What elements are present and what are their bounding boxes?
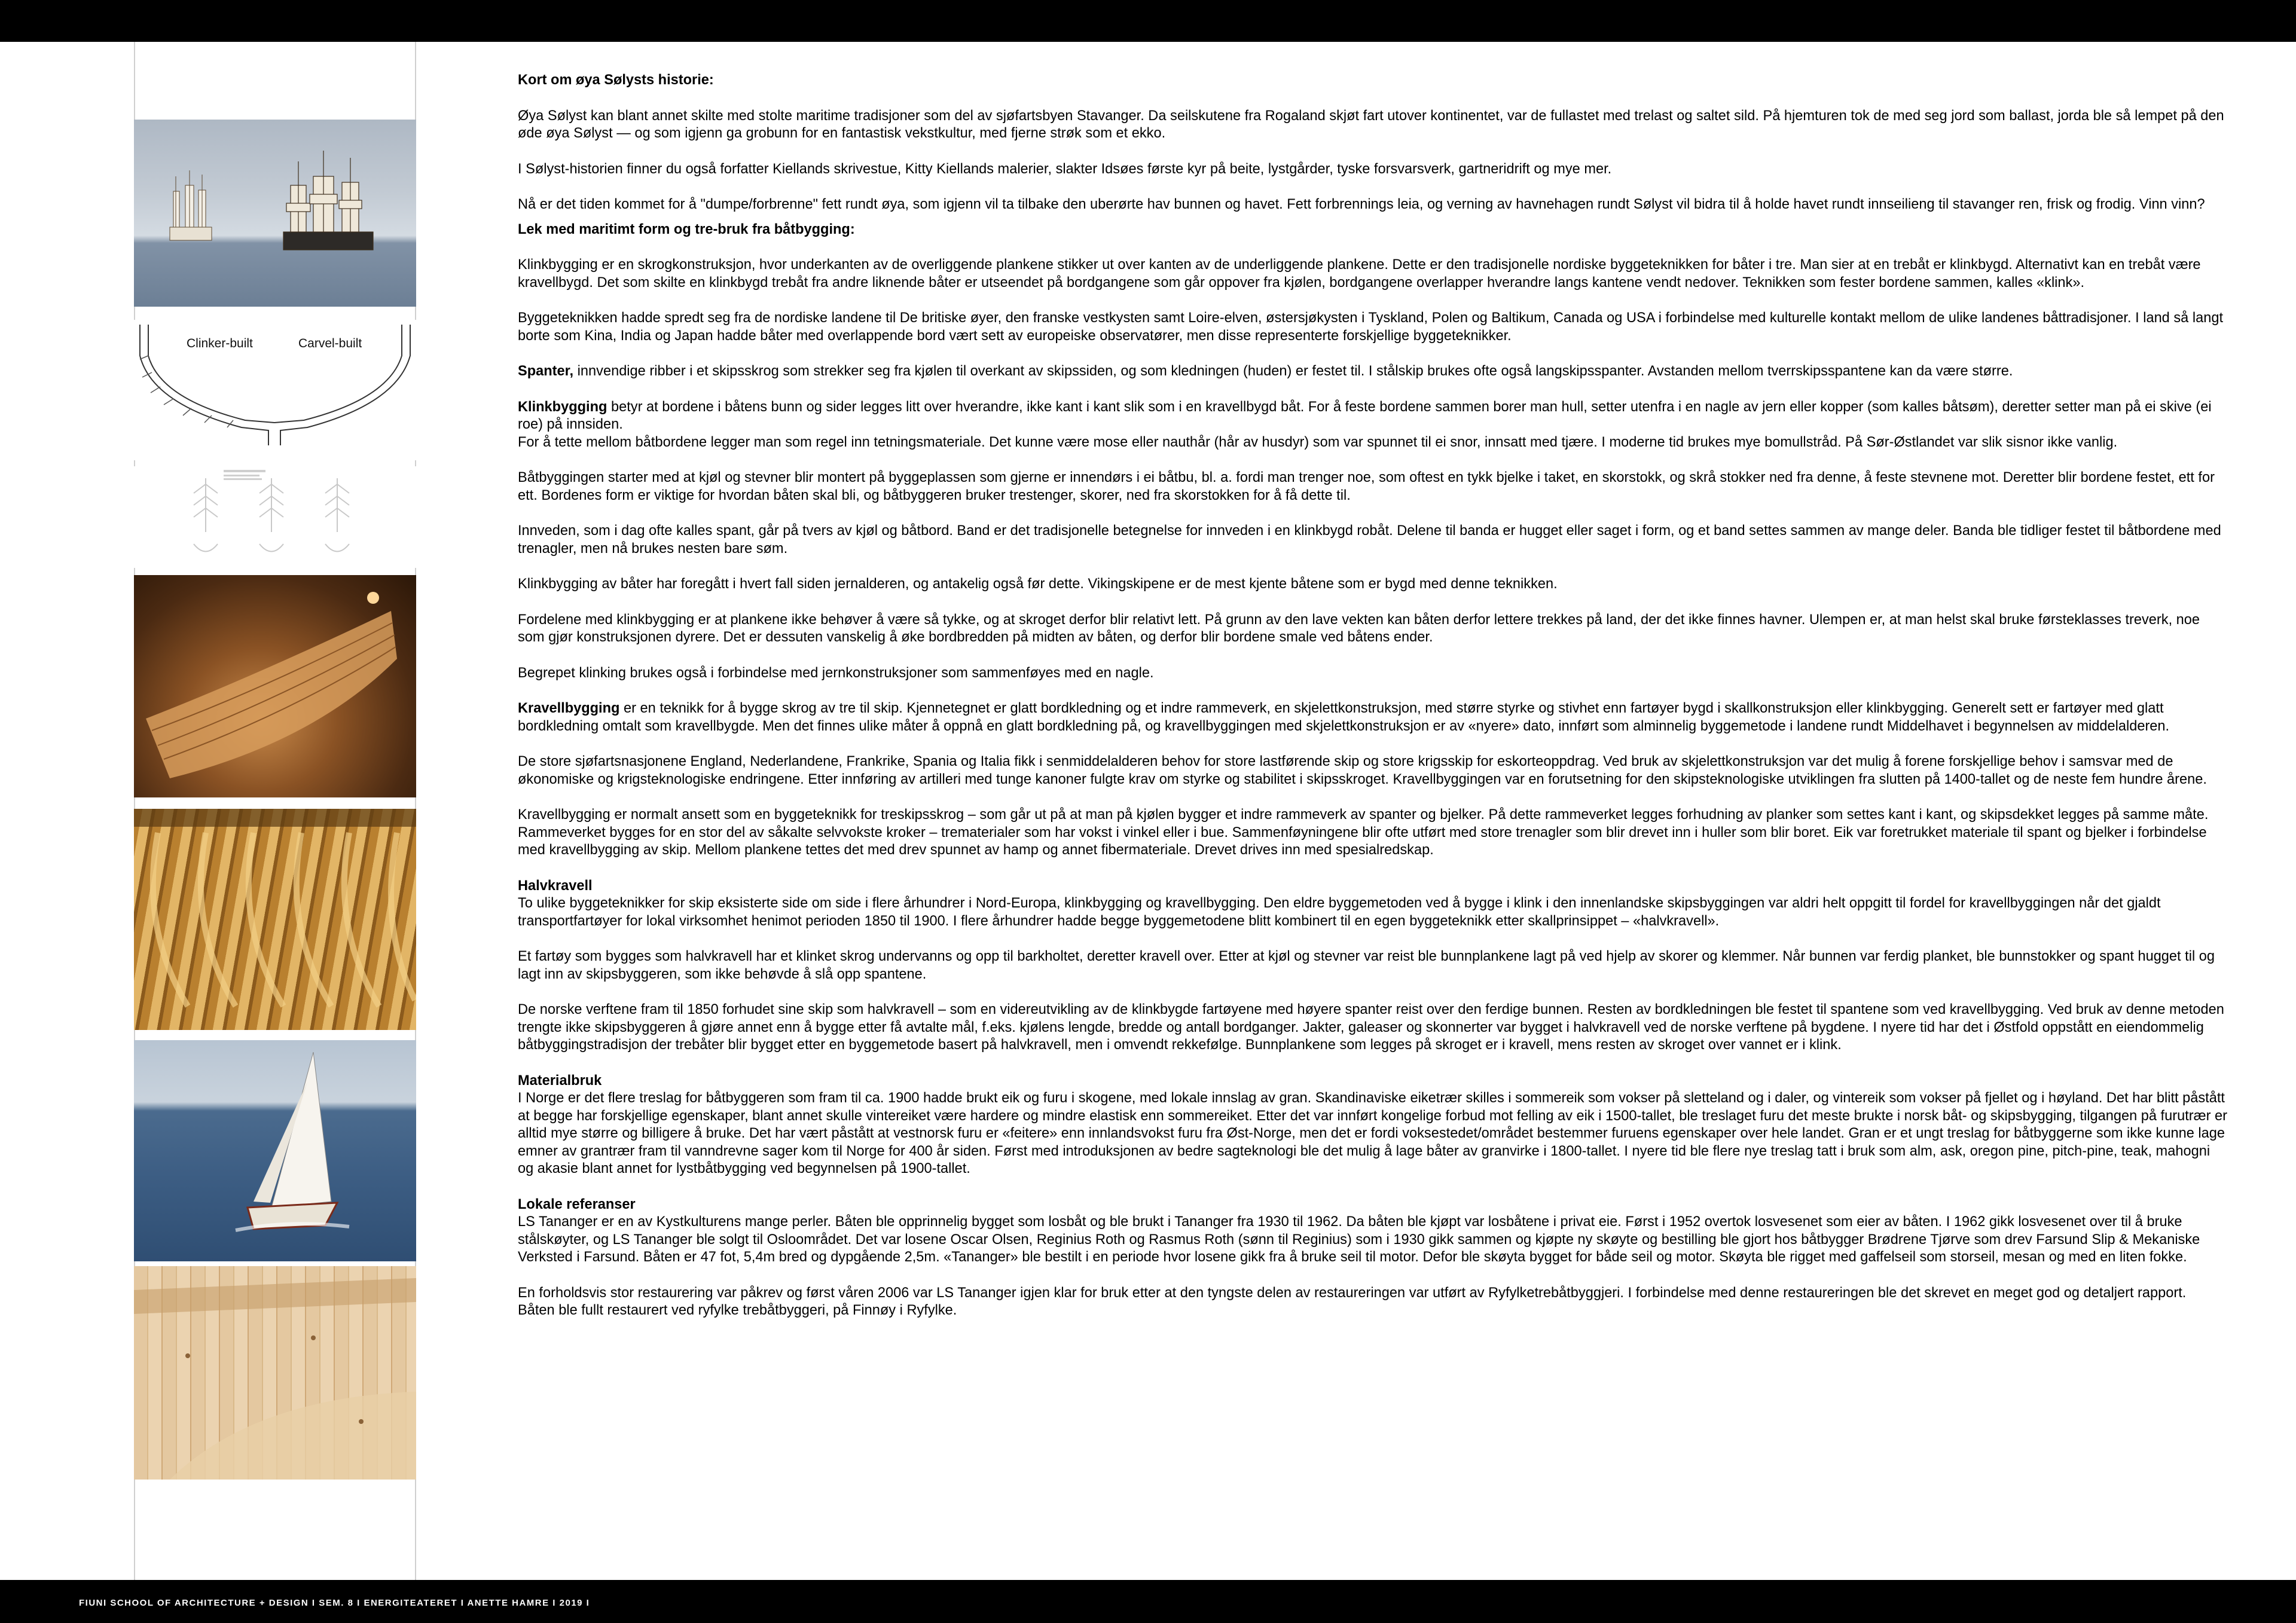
footer-text: FIUNI SCHOOL OF ARCHITECTURE + DESIGN I SEM. 8 I ENERGITEATERET I ANETTE HAMRE I 2019 I	[79, 1598, 590, 1608]
hull-diagram	[134, 320, 416, 460]
term-kravellbygging: Kravellbygging	[518, 701, 620, 716]
paragraph: Klinkbygging av båter har foregått i hvert fall siden jernalderen, og antakelig også før dette. Vikingskipene er de mest kjente båtene som er bygd med denne teknikken.	[518, 576, 1558, 592]
paragraph: Øya Sølyst kan blant annet skilte med stolte maritime tradisjoner som del av sjøfartsbyen Stavanger. Da seilskutene fra Rogaland skjøt fart utover kontinentet, var de fullastet med trelast og saltet sild. På hjemturen tok de med seg jord som ballast, jorda ble så lempet på den øde øya Sølyst — og som igjenn ga grobunn for en fantastisk vekstkultur, med fjerne strøk som et ekko.	[518, 108, 2224, 141]
paragraph: De norske verftene fram til 1850 forhudet sine skip som halvkravell – som en videreutvikling av de klinkbygde fartøyene med høyere spanter reist over den ferdige bunnen. Resten av bordkledningen ble festet til spantene som ved kravellbygging. Ved bruk av denne metoden trengte ikke skipsbyggeren å gjøre annet enn å bygge etter få avtalte mål, f.eks. kjølens lengde, bredde og antall bordganger. Jakter, galeaser og skonnerter var bygget i halvkravell ved de norske verftene på bygdene. I nyere tid har det i Østfold oppstått en eiendommelig båtbyggingstradisjon der trebåter blir bygget etter en byggemetode basert på halvkravell, men i omvendt rekkefølge. Bunnplankene som legges på skroget er i kravell, mens resten av skroget over vannet er i klink.	[518, 1002, 2224, 1053]
boat-interior-photo	[134, 1266, 416, 1480]
top-bar	[0, 0, 2296, 42]
term-klinkbygging: Klinkbygging	[518, 399, 607, 415]
heading-lokale-referanser: Lokale referanser	[518, 1196, 636, 1212]
paragraph: To ulike byggeteknikker for skip eksisterte side om side i flere århundrer i Nord-Europa, klinkbygging og kravellbygging. Den eldre byggemetoden ved å bygge i klink i den innenlandske skipsbyggingen var aldri helt oppgitt til fordel for kravellbyggingen når det gjaldt transportfartøyer for lokal virksomhet henimot perioden 1850 til 1900. I flere århundrer hadde begge byggemetodene blitt kombinert til en egen byggeteknikk etter skallprinsippet – «halvkravell».	[518, 895, 2161, 929]
hull-section-drawing	[134, 320, 416, 460]
paragraph: Båtbyggingen starter med at kjøl og stevner blir montert på byggeplassen som gjerne er innendørs i ei båtbu, bl. a. fordi man trenger noe, som oftest en tykk bjelke i taket, en skorstokk, og skrå stokker ned fra denne, å feste stevnene mot. Deretter blir bordene festet, ett for ett. Bordenes form er viktige for hvordan båten skal bli, og båtbyggeren bruker trestenger, skorer, ned fra skorstokken for å få dette til.	[518, 470, 2215, 503]
paragraph: Byggeteknikken hadde spredt seg fra de nordiske landene til De britiske øyer, den franske vestkysten samt Loire-elven, østersjøkysten i Tyskland, Polen og Baltikum, Canada og USA i forbindelse med kulturelle kontakt mellom de ulike landenes båttradisjoner. I land så langt borte som Kina, India og Japan hadde båter med overlappende bord vært sett av europeiske observatører, men disse representerte forskjellige byggeteknikker.	[518, 310, 2223, 344]
heading-halvkravell: Halvkravell	[518, 878, 593, 894]
paragraph: Kravellbygging er normalt ansett som en byggeteknikk for treskipsskrog – som går ut på at man på kjølen bygger et indre rammeverk av spanter og bjelker. På dette rammeverket legges forhudning av planker som settes kant i kant, og skipsdekket legges på samme måte. Rammeverket bygges for en stor del av såkalte selvvokste kroker – trematerialer som har vokst i vinkel eller i bue. Sammenføyningene blir ofte utført med store trenagler som blir drevet inn i huller som blir boret. Eik var foretrukket materiale til spant og bjelker i forbindelse med kravellbygging av skip. Mellom plankene tettes det med drev spunnet av hamp og annet fibermateriale. Drevet drives inn med spesialredskap.	[518, 807, 2209, 858]
heading-solyst-history: Kort om øya Sølysts historie:	[518, 72, 714, 88]
paragraph-kravellbygging	[518, 700, 2228, 735]
carvel-built-label: Carvel-built	[298, 337, 362, 350]
tall-ships-photo	[134, 120, 416, 307]
paragraph: I Norge er det flere treslag for båtbyggeren som fram til ca. 1900 hadde brukt eik og furu i skogene, med lokale innslag av gran. Skandinaviske eiketrær skilles i sommereik som vokser på sletteland og i daler, og vintereik som vokser på fjellet og i høyland. Det har blitt påstått at begge har forskjellige egenskaper, blant annet skulle vintereiket være hardere og mindre elastisk enn sommereiket. Etter det var innført kongelige forbud mot felling av eik i 1500-tallet, ble treslaget furu det meste brukte i norsk båt- og skipsbygging, tilgangen på furutrær er alltid mye større og billigere å bruke. Det har vært påstått at vestnorsk furu er «feitere» enn innlandsvokst furu fra Øst-Norge, men det er fordi voksestedet/området bestemmer furuens egenskaper over hele landet. Gran er et ungt treslag for båtbyggerne som ikke kunne lage emner av grantrær fram til vanndrevne sager kom til Norge for 400 år siden. Først med introduksjonen av bedre sagteknologi ble det mulig å lage båter av granvirke i 1800-tallet. I nyere tid ble flere nye treslag tatt i bruk som alm, ask, oregon pine, pitch-pine, teak, mahogni og akasie blant annet for lystbåtbygging ved begynnelsen på 1900-tallet.	[518, 1090, 2227, 1176]
paragraph: I Sølyst-historien finner du også forfatter Kiellands skrivestue, Kitty Kiellands malerier, slakter Idsøes første kyr på beite, lystgårder, tyske forsvarsverk, gartneridrift og mye mer.	[518, 161, 1612, 177]
paragraph: Klinkbygging er en skrogkonstruksjon, hvor underkanten av de overliggende plankene stikker ut over kanten av de underliggende plankene. Dette er den tradisjonelle nordiske byggeteknikken for båter i tre. Man sier at en trebåt er klinkbygd. Alternativt kan en trebåt være kravellbygd. Det som skilte en klinkbygd trebåt fra andre liknende båter er utseendet på bordgangene som går oppover fra kjølen, bordgangene overlapper hverandre langs kantene vendt nedover. Teknikken som fester bordene sammen, kalles «klink».	[518, 257, 2201, 291]
term-spanter: Spanter,	[518, 363, 574, 379]
tall-ships-illustration	[134, 120, 416, 307]
clinker-built-label: Clinker-built	[187, 337, 253, 350]
sailboat-illustration	[134, 1040, 416, 1261]
wooden-interior-illustration	[134, 1266, 416, 1480]
paragraph: Innveden, som i dag ofte kalles spant, går på tvers av kjøl og båtbord. Band er det tradisjonelle betegnelse for innveden i en klinkbygd robåt. Delene til banda er hugget eller saget i form, og et band settes sammen av mange deler. Banda ble tidliger festet til båtbordene med trenagler, men nå brukes nesten bare søm.	[518, 523, 2221, 557]
footer-bar	[0, 1580, 2296, 1623]
heading-maritime-form: Lek med maritimt form og tre-bruk fra båtbygging:	[518, 221, 855, 237]
paragraph: Et fartøy som bygges som halvkravell har et klinket skrog undervanns og opp til barkholtet, deretter kravell over. Etter at kjøl og stevner var reist ble bunnplankene lagt på ved hjelp av skorer og klemmer. Når bunnen var ferdig planket, ble bunnstokker og spant hugget til og lagt inn av skipsbyggeren, som ikke behøvde å slå opp spantene.	[518, 949, 2215, 982]
wooden-boat-hull-illustration	[134, 575, 416, 797]
paragraph: Fordelene med klinkbygging er at plankene ikke behøver å være så tykke, og at skroget derfor blir relativt lett. På grunn av den lave vekten kan båten derfor lettere trekkes på land, der det ikke finnes havner. Ulempen er, at man helst skal bruke førsteklasses treverk, noe som gjør konstruksjonen dyrere. Det er dessuten vanskelig å øke bordbredden på midten av båten, og derfor blir bordene smale ved båtens ender.	[518, 612, 2200, 645]
heading-materialbruk: Materialbruk	[518, 1072, 602, 1089]
kravellbygging-text: er en teknikk for å bygge skrog av tre til skip. Kjennetegnet er glatt bordkledning og et indre rammeverk, en skjelettkonstruksjon, med større styrke og stivhet enn fartøyer bygd i skallkonstruksjon eller klinkbygging. Generelt sett er fartøyer med glatt bordkledning omtalt som kravellbygde. Men det finnes ulike måter å oppnå en glatt bordkledning på, og kravellbyggingen med skjelettkonstruksjon er av «nyere» dato, innført som alminnelig byggemetode i landene rundt Middelhavet i begynnelsen av middelalderen.	[518, 701, 2170, 734]
paragraph: De store sjøfartsnasjonene England, Nederlandene, Frankrike, Spania og Italia fikk i senmiddelalderen behov for store lastførende skip og store krigsskip for eskorteoppdrag. Ved bruk av skjelettkonstruksjon var det mulig å forene forskjellige behov i samsvar med de økonomiske og krigsteknologiske endringene. Etter innføring av artilleri med tunge kanoner fulgte krav om styrke og stabilitet i skipsskroget. Kravellbyggingen var en forutsetning for den skipsteknologiske utviklingen fra slutten på 1400-tallet og de neste fem hundre årene.	[518, 754, 2207, 787]
frame-sketch-drawing	[134, 466, 416, 568]
paragraph: En forholdsvis stor restaurering var påkrev og først våren 2006 var LS Tananger igjen klar for bruk etter at den tyngste delen av restaureringen var utført av Ryfylketrebåtbyggjeri. I forbindelse med denne restaureringen ble det skrevet en meget god og detaljert rapport.	[518, 1285, 2187, 1301]
paragraph: Båten ble fullt restaurert ved ryfylke trebåtbyggeri, på Finnøy i Ryfylke.	[518, 1303, 957, 1318]
paragraph: LS Tananger er en av Kystkulturens mange perler. Båten ble opprinnelig bygget som losbåt og ble brukt i Tananger fra 1930 til 1962. Da båten ble kjøpt var losbåtene i privat eie. Først i 1952 overtok losvesenet som eier av båten. I 1962 gikk losvesenet over til å bruke stålskøyter, og LS Tananger ble solgt til Osloområdet. Det var losene Oscar Olsen, Reginius Roth og Rasmus Roth (sønn til Reginius) som i 1930 gikk sammen og kjøpte ny skøyte og bestilling ble gjort hos båtbygger Brødrene Tjørve som drev Farsund Slip & Mekaniske Verksted i Farsund. Båten er 47 fot, 5,4m bred og dypgående 2,5m. «Tananger» ble bestilt i en periode hvor losene gikk fra å bruke seil til motor. Defor ble skøyta bygget for både seil og motor. Skøyta ble rigget med gaffelseil som storseil, mesan og med en liten fokke.	[518, 1214, 2200, 1265]
boat-under-construction-photo	[134, 575, 416, 797]
ship-frames-illustration	[134, 809, 416, 1030]
paragraph: Begrepet klinking brukes også i forbindelse med jernkonstruksjoner som sammenføyes med en nagle.	[518, 665, 1154, 681]
paragraph-spanter	[518, 363, 2228, 381]
paragraph: Nå er det tiden kommet for å "dumpe/forbrenne" fett rundt øya, som igjenn vil ta tilbake den uberørte hav bunnen og havet. Fett forbrennings leia, og verning av havnehagen rundt Sølyst vil bidra til å holde havet rundt innseilieng til stavanger ren, frisk og frodig. Vinn vinn?	[518, 197, 2205, 212]
sailboat-photo	[134, 1040, 416, 1261]
klinkbygging-text: betyr at bordene i båtens bunn og sider legges litt over hverandre, ikke kant i kant slik som i en kravellbygd båt. For å feste bordene sammen borer man hull, setter utenfra i en nagle av jern eller kopper (som kalles båtsøm), deretter setter man på ei skive (ei roe) på innsiden.	[518, 399, 2212, 432]
spanter-text: innvendige ribber i et skipsskrog som strekker seg fra kjølen til overkant av skipssiden, og som kledningen (huden) er festet til. I stålskip brukes ofte også langskipsspanter. Avstanden mellom tverrskipsspantene kan da være større.	[573, 363, 2013, 379]
paragraph: For å tette mellom båtbordene legger man som regel inn tetningsmateriale. Det kunne være mose eller nauthår (hår av husdyr) som var spunnet til ei snor, innsatt med tjære. I moderne tid brukes mye bomullstråd. På Sør-Østlandet var slik sisnor ikke vanlig.	[518, 434, 2118, 450]
paragraph-klinkbygging	[518, 399, 2228, 434]
frame-construction-photo	[134, 809, 416, 1030]
frame-sketches	[134, 466, 416, 568]
article	[518, 72, 2228, 1320]
